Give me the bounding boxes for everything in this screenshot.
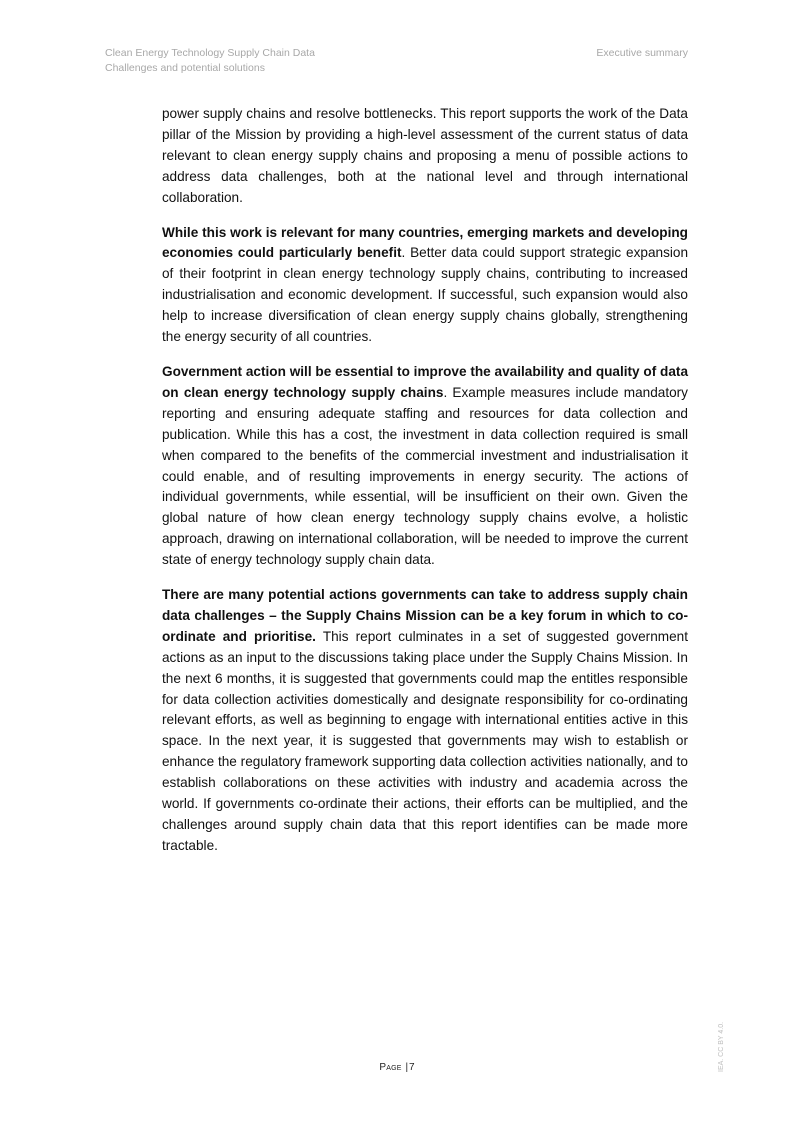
page-separator: | [405,1062,409,1073]
paragraph-2-text: . Better data could support strategic expansion of their footprint in clean energy technology supply chains, contributing to increased industrialisation and economic development. If successful, such expansion would also help to increase diversification of clean energy supply chains globally, strengthening the energy security of all countries. [162,245,689,345]
paragraph-2 [162,223,688,348]
paragraph-3-text: . Example measures include mandatory reporting and ensuring adequate staffing and resources for data collection and publication. While this has a cost, the investment in data collection required is small when compared to the benefits of the commercial investment and industrialisation it could enable, and of resulting improvements in energy security. The actions of individual governments, while essential, will be insufficient on their own. Given the global nature of how clean energy technology supply chains evolve, a holistic approach, drawing on international collaboration, will be needed to improve the current state of energy technology supply chain data. [162,384,688,568]
header-title-line-2: Challenges and potential solutions [105,62,265,74]
document-header-title [105,46,315,76]
header-section-name: Executive summary [596,47,688,59]
license-notice: IEA. CC BY 4.0. [718,1021,725,1072]
paragraph-4-lead: There are many potential actions governments can take to address supply chain data challenges – the Supply Chains Mission can be a key forum in which to co-ordinate and prioritise. [162,587,688,644]
page-number: 7 [409,1062,415,1073]
document-body [162,104,688,871]
paragraph-4-text: This report culminates in a set of suggested government actions as an input to the discussions taking place under the Supply Chains Mission. In the next 6 months, it is suggested that governments could map the entitles responsible for data collection activities domestically and designate responsibility for co-ordinating relevant efforts, as well as beginning to engage with international entities active in this space. In the next year, it is suggested that governments may wish to establish or enhance the regulatory framework supporting data collection activities nationally, and to establish collaborations on these activities with industry and academia across the world. If governments co-ordinate their actions, their efforts can be multiplied, and the challenges around supply chain data that this report identifies can be made more tractable. [162,628,688,853]
paragraph-1 [162,104,688,209]
paragraph-2-lead: While this work is relevant for many countries, emerging markets and developing economies could particularly benefit [162,224,688,261]
paragraph-4 [162,585,688,857]
header-title-line-1: Clean Energy Technology Supply Chain Data [105,47,315,59]
paragraph-3-lead: Government action will be essential to improve the availability and quality of data on clean energy technology supply chains [162,363,688,400]
paragraph-3 [162,362,688,571]
page-footer [0,1062,794,1073]
page-label: Page [379,1062,402,1073]
paragraph-1-text: power supply chains and resolve bottlenecks. This report supports the work of the Data pillar of the Mission by providing a high-level assessment of the current status of data relevant to clean energy supply chains and proposing a menu of possible actions to address data challenges, both at the national level and through international collaboration. [162,106,688,205]
